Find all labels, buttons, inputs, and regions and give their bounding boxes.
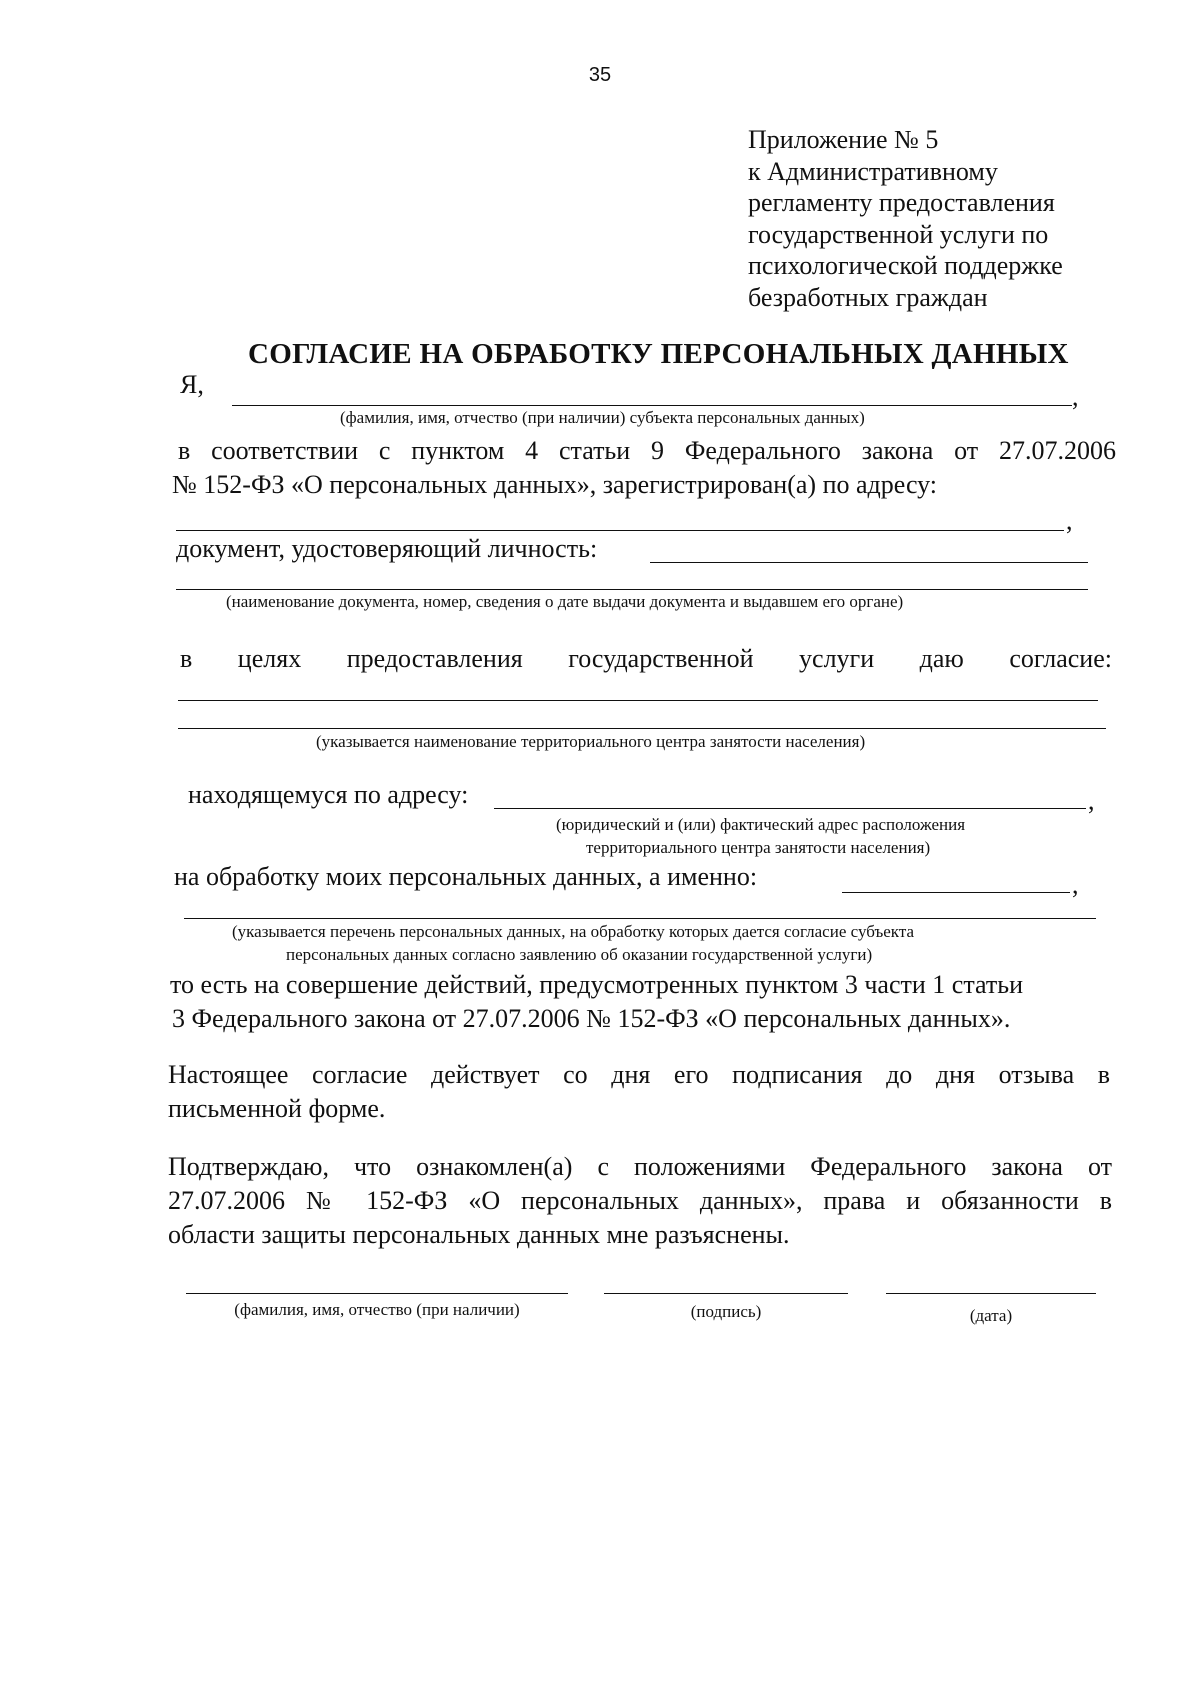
processing-hint-1: (указывается перечень персональных данных, на обработку которых дается согласие субъекта: [232, 922, 915, 941]
subject-name-field[interactable]: [232, 405, 1072, 406]
center-name-hint: (указывается наименование территориального центра занятости населения): [316, 732, 866, 751]
signature-date-hint: (дата): [969, 1306, 1013, 1325]
consent-line: в целях предоставления государственной услуги даю согласие:: [180, 644, 1112, 673]
signature-sign-field[interactable]: [604, 1293, 848, 1294]
center-address-field[interactable]: [494, 808, 1086, 809]
registration-address-comma: ,: [1066, 506, 1073, 535]
law-line-1: в соответствии с пунктом 4 статьи 9 Федерального закона от 27.07.2006: [178, 436, 1116, 465]
id-document-field-2[interactable]: [176, 589, 1088, 590]
appendix-header: [748, 124, 1063, 313]
processing-field-2[interactable]: [184, 918, 1096, 919]
id-document-field[interactable]: [650, 562, 1088, 563]
validity-line-1: Настоящее согласие действует со дня его подписания до дня отзыва в: [168, 1060, 1110, 1089]
subject-prefix: Я,: [180, 370, 204, 399]
appendix-line: к Административному: [748, 156, 998, 186]
confirm-line-1: Подтверждаю, что ознакомлен(а) с положениями Федерального закона от: [168, 1152, 1112, 1181]
confirm-line-3: области защиты персональных данных мне разъяснены.: [168, 1220, 790, 1249]
signature-name-field[interactable]: [186, 1293, 568, 1294]
page-number: 35: [588, 64, 612, 86]
appendix-line: Приложение № 5: [748, 125, 939, 154]
appendix-line: регламенту предоставления: [748, 188, 1055, 217]
processing-hint-2: персональных данных согласно заявлению об оказании государственной услуги): [286, 945, 873, 964]
center-address-hint-1: (юридический и (или) фактический адрес расположения: [556, 815, 966, 834]
signature-date-field[interactable]: [886, 1293, 1096, 1294]
document-title: СОГЛАСИЕ НА ОБРАБОТКУ ПЕРСОНАЛЬНЫХ ДАННЫХ: [248, 338, 1069, 370]
signature-sign-hint: (подпись): [690, 1302, 762, 1321]
center-address-hint-2: территориального центра занятости населения): [586, 838, 931, 857]
law-line-2: № 152-ФЗ «О персональных данных», зарегистрирован(а) по адресу:: [172, 470, 938, 499]
processing-field[interactable]: [842, 892, 1070, 893]
processing-comma: ,: [1072, 870, 1079, 899]
appendix-line: психологической поддержке: [748, 251, 1063, 280]
registration-address-field[interactable]: [176, 530, 1064, 531]
confirm-line-2: 27.07.2006 № 152-ФЗ «О персональных данных», права и обязанности в: [168, 1186, 1112, 1215]
signature-name-hint: (фамилия, имя, отчество (при наличии): [234, 1300, 520, 1319]
appendix-line: безработных граждан: [748, 282, 988, 312]
center-name-field[interactable]: [178, 700, 1098, 701]
center-name-field-2[interactable]: [178, 728, 1106, 729]
id-document-hint: (наименование документа, номер, сведения о дате выдачи документа и выдавшем его органе): [226, 592, 904, 611]
actions-line-1: то есть на совершение действий, предусмотренных пунктом 3 части 1 статьи: [170, 970, 1023, 999]
appendix-line: государственной услуги по: [748, 219, 1049, 249]
actions-line-2: 3 Федерального закона от 27.07.2006 № 152-ФЗ «О персональных данных».: [172, 1004, 1011, 1033]
id-document-label: документ, удостоверяющий личность:: [176, 534, 598, 563]
validity-line-2: письменной форме.: [168, 1094, 386, 1123]
subject-name-hint: (фамилия, имя, отчество (при наличии) субъекта персональных данных): [340, 408, 865, 427]
subject-name-comma: ,: [1072, 382, 1079, 411]
center-address-comma: ,: [1088, 786, 1095, 815]
center-address-label: находящемуся по адресу:: [188, 780, 469, 809]
processing-label: на обработку моих персональных данных, а именно:: [174, 862, 758, 891]
